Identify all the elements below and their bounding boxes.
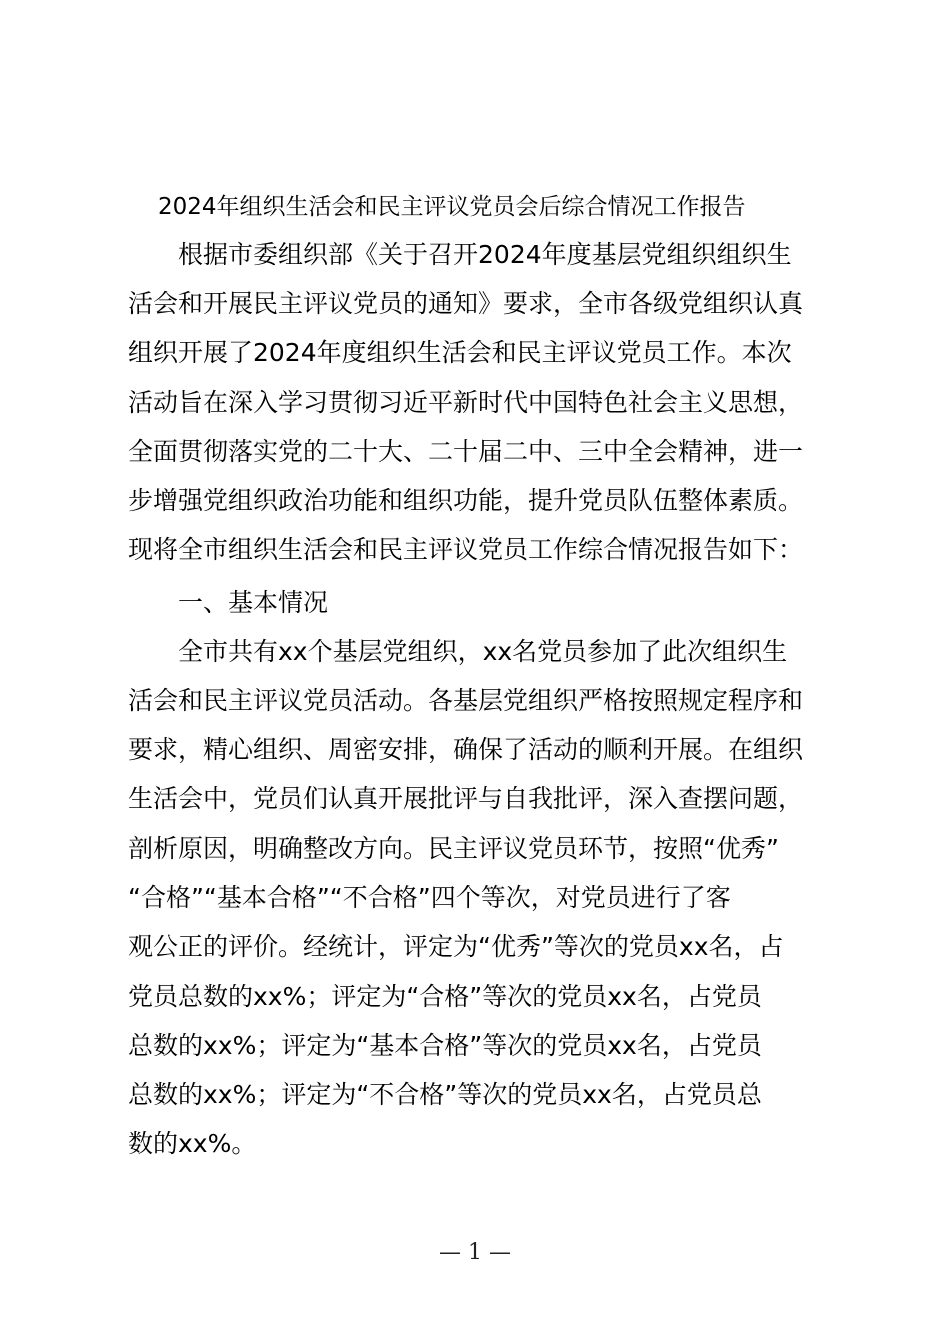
body-line: “合格”“基本合格”“不合格”四个等次，对党员进行了客 bbox=[128, 883, 731, 912]
body-line: 总数的xx%；评定为“基本合格”等次的党员xx名，占党员 bbox=[128, 1031, 762, 1060]
body-line: 步增强党组织政治功能和组织功能，提升党员队伍整体素质。 bbox=[128, 486, 804, 515]
body-line: 剖析原因，明确整改方向。民主评议党员环节，按照“优秀” bbox=[128, 834, 779, 863]
body-line: 党员总数的xx%；评定为“合格”等次的党员xx名，占党员 bbox=[128, 982, 762, 1011]
body-line: 活会和民主评议党员活动。各基层党组织严格按照规定程序和 bbox=[128, 686, 804, 715]
body-line: 组织开展了2024年度组织生活会和民主评议党员工作。本次 bbox=[128, 338, 792, 367]
body-line: 生活会中，党员们认真开展批评与自我批评，深入查摆问题， bbox=[128, 784, 804, 813]
body-line: 观公正的评价。经统计，评定为“优秀”等次的党员xx名，占 bbox=[128, 932, 784, 961]
body-line: 全市共有xx个基层党组织，xx名党员参加了此次组织生 bbox=[178, 637, 788, 666]
body-line: 根据市委组织部《关于召开2024年度基层党组织组织生 bbox=[178, 240, 792, 269]
page-number: — 1 — bbox=[439, 1240, 511, 1265]
body-line: 总数的xx%；评定为“不合格”等次的党员xx名，占党员总 bbox=[128, 1080, 762, 1109]
body-line: 数的xx%。 bbox=[128, 1129, 257, 1158]
body-line: 活动旨在深入学习贯彻习近平新时代中国特色社会主义思想， bbox=[128, 388, 804, 417]
document-title: 2024年组织生活会和民主评议党员会后综合情况工作报告 bbox=[158, 194, 746, 220]
body-line: 全面贯彻落实党的二十大、二十届二中、三中全会精神，进一 bbox=[128, 437, 804, 466]
body-line: 现将全市组织生活会和民主评议党员工作综合情况报告如下： bbox=[128, 535, 804, 564]
body-line: 活会和开展民主评议党员的通知》要求，全市各级党组织认真 bbox=[128, 289, 804, 318]
body-line: 要求，精心组织、周密安排，确保了活动的顺利开展。在组织 bbox=[128, 735, 804, 764]
section-heading: 一、基本情况 bbox=[178, 588, 329, 617]
